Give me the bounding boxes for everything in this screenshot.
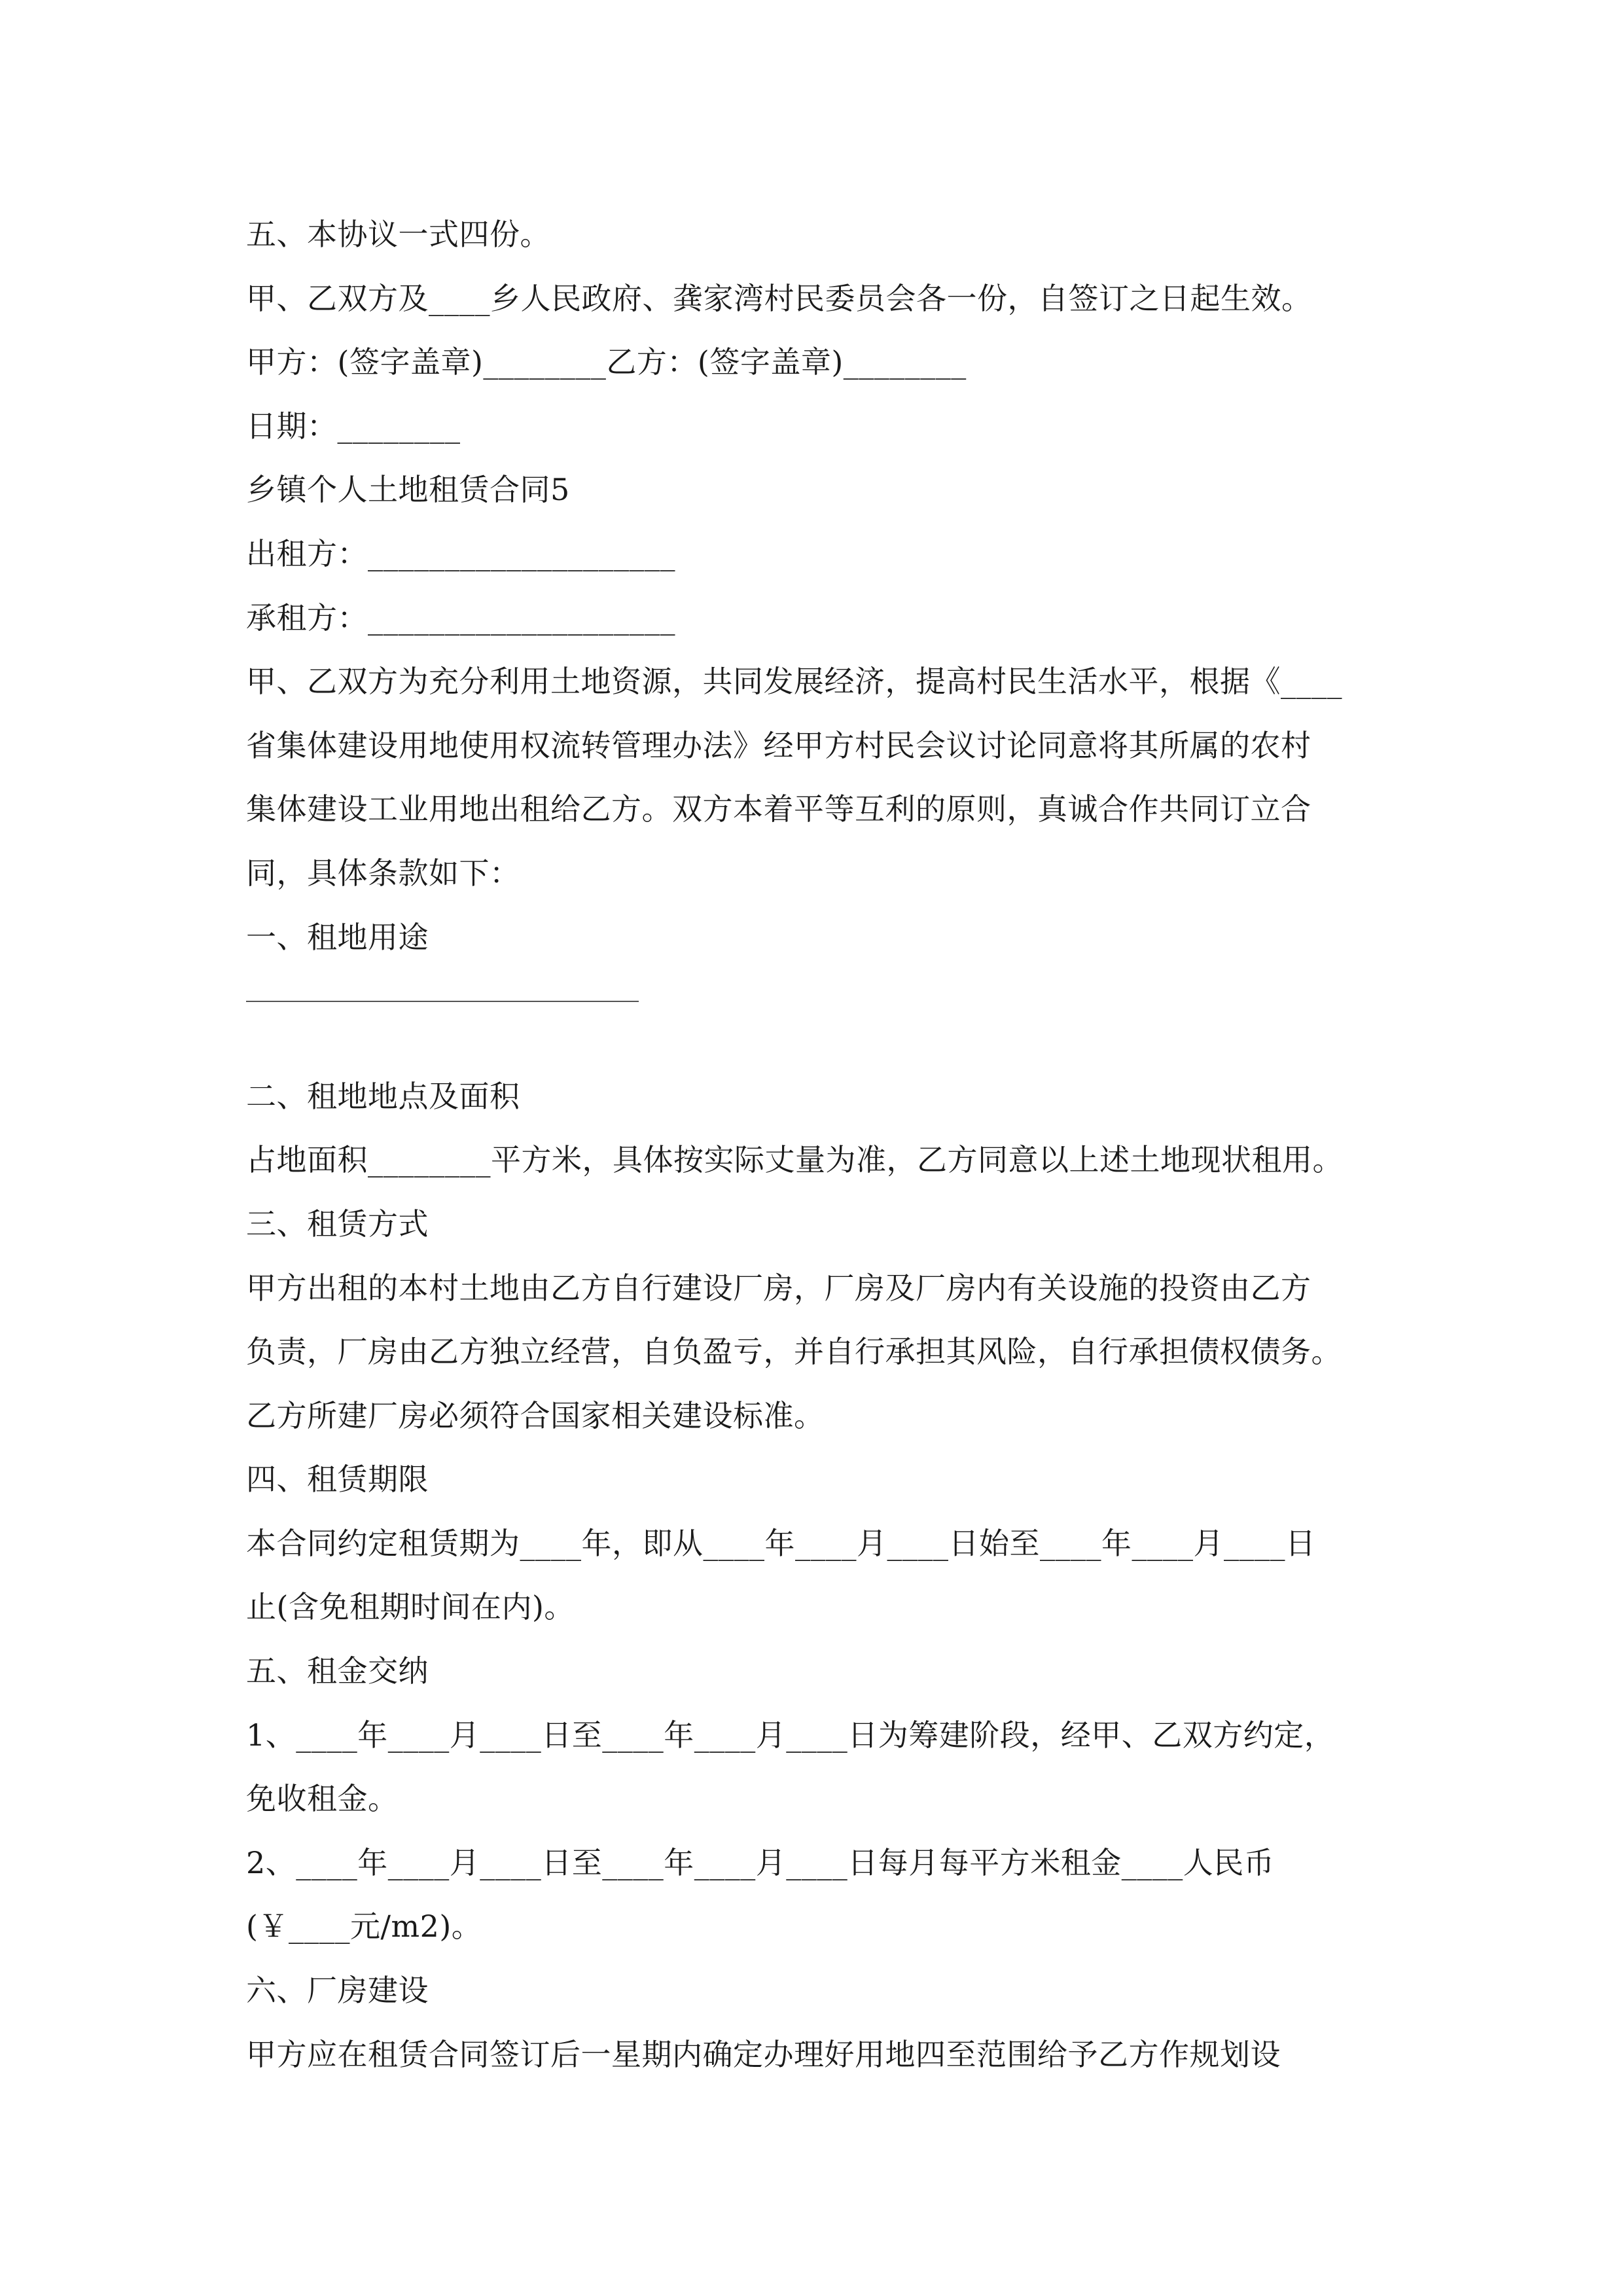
rent-clause-2-line-2: (￥____元/m2)。 bbox=[246, 1909, 482, 1945]
date-line: 日期：________ bbox=[246, 408, 461, 444]
preamble-line-2: 省集体建设用地使用权流转管理办法》经甲方村民会议讨论同意将其所属的农村 bbox=[246, 727, 1311, 763]
preamble-line-3: 集体建设工业用地出租给乙方。双方本着平等互利的原则，真诚合作共同订立合 bbox=[246, 791, 1311, 827]
heading-lease-term: 四、租赁期限 bbox=[246, 1462, 429, 1498]
heading-location-area: 二、租地地点及面积 bbox=[246, 1078, 520, 1114]
factory-construction-line-1: 甲方应在租赁合同签订后一星期内确定办理好用地四至范围给予乙方作规划设 bbox=[246, 2036, 1281, 2072]
heading-lease-method: 三、租赁方式 bbox=[246, 1206, 429, 1242]
heading-rent-payment: 五、租金交纳 bbox=[246, 1653, 429, 1689]
lease-method-line-2: 负责，厂房由乙方独立经营，自负盈亏，并自行承担其风险，自行承担债权债务。 bbox=[246, 1334, 1342, 1370]
rent-clause-1-line-2: 免收租金。 bbox=[246, 1781, 399, 1817]
contract-body bbox=[246, 203, 1398, 2087]
heading-factory-construction: 六、厂房建设 bbox=[246, 1973, 429, 2009]
preamble-line-4: 同，具体条款如下： bbox=[246, 855, 520, 891]
lessor-line: 出租方：____________________ bbox=[246, 535, 675, 571]
contract-title: 乡镇个人土地租赁合同5 bbox=[246, 472, 570, 508]
land-use-blank-rule bbox=[246, 1001, 639, 1002]
clause-copies: 五、本协议一式四份。 bbox=[246, 217, 550, 252]
heading-land-use: 一、租地用途 bbox=[246, 919, 429, 955]
clause-distribution: 甲、乙双方及____乡人民政府、龚家湾村民委员会各一份，自签订之日起生效。 bbox=[246, 280, 1312, 316]
rent-clause-2-line-1: 2、____年____月____日至____年____月____日每月每平方米租金____人民币 bbox=[246, 1844, 1275, 1880]
signature-line: 甲方：(签字盖章)________乙方：(签字盖章)________ bbox=[246, 344, 967, 380]
preamble-line-1: 甲、乙双方为充分利用土地资源，共同发展经济，提高村民生活水平，根据《____ bbox=[246, 664, 1342, 700]
lease-term-line-2: 止(含免租期时间在内)。 bbox=[246, 1589, 575, 1625]
rent-clause-1-line-1: 1、____年____月____日至____年____月____日为筹建阶段，经甲、乙双方约定， bbox=[246, 1717, 1335, 1753]
lease-method-line-1: 甲方出租的本村土地由乙方自行建设厂房，厂房及厂房内有关设施的投资由乙方 bbox=[246, 1270, 1311, 1306]
lease-term-line-1: 本合同约定租赁期为____年，即从____年____月____日始至____年____月____日 bbox=[246, 1525, 1316, 1561]
blank-space bbox=[246, 1001, 1398, 1065]
area-clause: 占地面积________平方米，具体按实际丈量为准，乙方同意以上述土地现状租用。 bbox=[246, 1142, 1343, 1178]
lease-method-line-3: 乙方所建厂房必须符合国家相关建设标准。 bbox=[246, 1397, 825, 1433]
lessee-line: 承租方：____________________ bbox=[246, 600, 675, 636]
